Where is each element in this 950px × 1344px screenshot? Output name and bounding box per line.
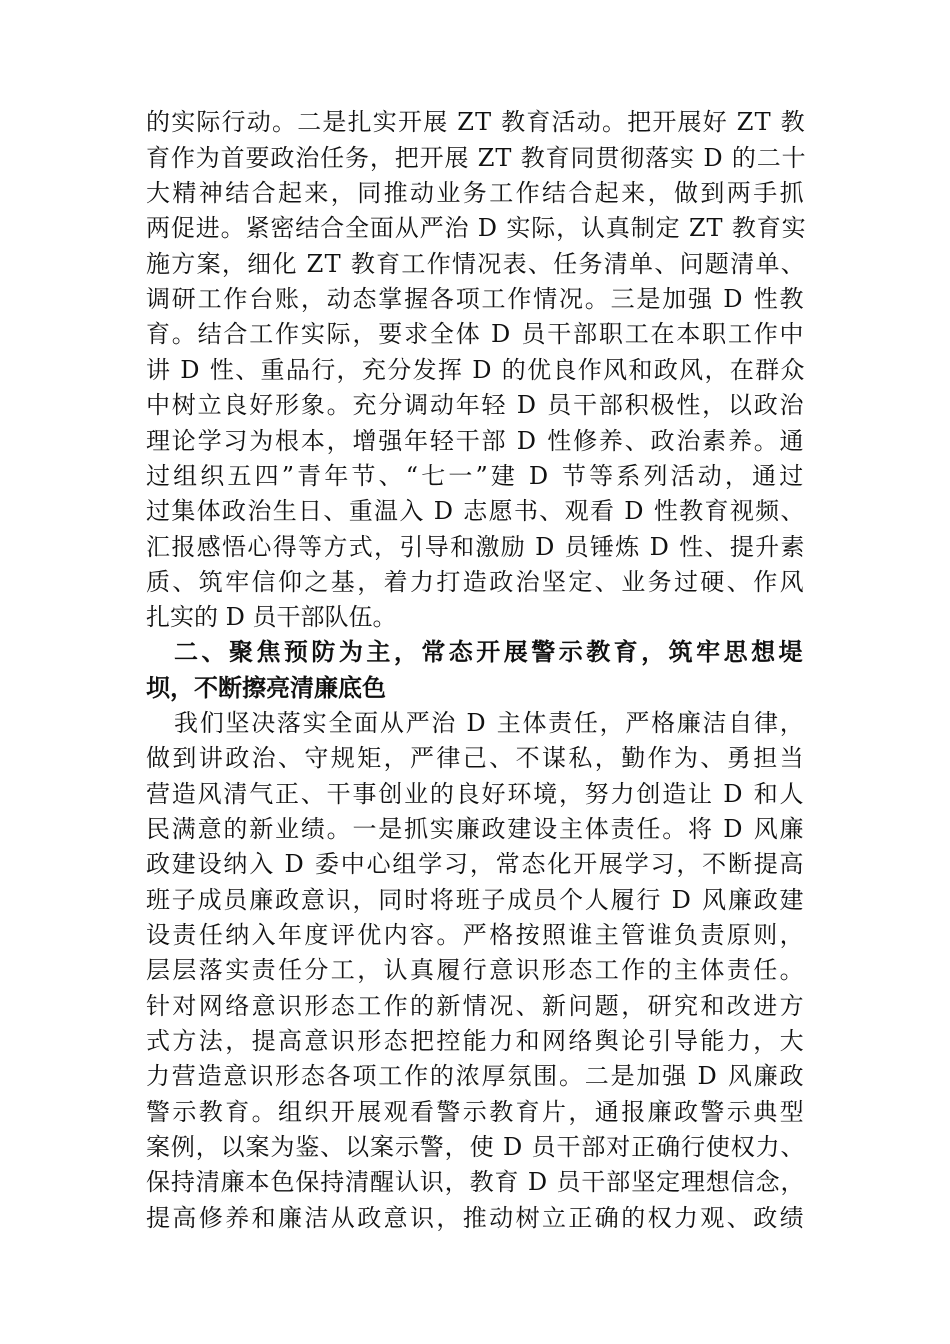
paragraph-line: 质、筑牢信仰之基，着力打造政治坚定、业务过硬、作风	[146, 568, 806, 596]
paragraph-line: 两促进。紧密结合全面从严治 D 实际，认真制定 ZT 教育实	[146, 214, 807, 242]
paragraph-line: 式方法，提高意识形态把控能力和网络舆论引导能力，大	[146, 1027, 806, 1055]
paragraph-line: 育作为首要政治任务，把开展 ZT 教育同贯彻落实 D 的二十	[146, 144, 807, 172]
section-heading-line: 坝，不断擦亮清廉底色	[146, 674, 386, 702]
paragraph-line: 做到讲政治、守规矩，严律己、不谋私，勤作为、勇担当	[146, 744, 806, 772]
paragraph-line: 汇报感悟心得等方式，引导和激励 D 员锤炼 D 性、提升素	[146, 533, 806, 561]
paragraph-line: 民满意的新业绩。一是抓实廉政建设主体责任。将 D 风廉	[146, 815, 806, 843]
section-heading-line: 二、聚焦预防为主，常态开展警示教育，筑牢思想堤	[174, 638, 807, 666]
paragraph-line: 案例，以案为鉴、以案示警，使 D 员干部对正确行使权力、	[146, 1133, 806, 1161]
paragraph-line: 的实际行动。二是扎实开展 ZT 教育活动。把开展好 ZT 教	[146, 108, 806, 136]
paragraph-line: 讲 D 性、重品行，充分发挥 D 的优良作风和政风，在群众	[146, 356, 806, 384]
paragraph-line: 层层落实责任分工，认真履行意识形态工作的主体责任。	[146, 956, 806, 984]
paragraph-line: 营造风清气正、干事创业的良好环境，努力创造让 D 和人	[146, 780, 806, 808]
paragraph-line: 班子成员廉政意识，同时将班子成员个人履行 D 风廉政建	[146, 886, 806, 914]
paragraph-line: 过集体政治生日、重温入 D 志愿书、观看 D 性教育视频、	[146, 497, 806, 525]
paragraph-line: 理论学习为根本，增强年轻干部 D 性修养、政治素养。通	[146, 427, 806, 455]
paragraph-line: 政建设纳入 D 委中心组学习，常态化开展学习，不断提高	[146, 850, 806, 878]
paragraph-line: 调研工作台账，动态掌握各项工作情况。三是加强 D 性教	[146, 285, 806, 313]
paragraph-line: 力营造意识形态各项工作的浓厚氛围。二是加强 D 风廉政	[146, 1062, 806, 1090]
paragraph-line: 针对网络意识形态工作的新情况、新问题，研究和改进方	[146, 992, 806, 1020]
paragraph-line: 育。结合工作实际，要求全体 D 员干部职工在本职工作中	[146, 320, 806, 348]
paragraph-line: 警示教育。组织开展观看警示教育片，通报廉政警示典型	[146, 1098, 806, 1126]
paragraph-line: 大精神结合起来，同推动业务工作结合起来，做到两手抓	[146, 179, 806, 207]
paragraph-line: 我们坚决落实全面从严治 D 主体责任，严格廉洁自律，	[174, 709, 806, 737]
paragraph-line: 设责任纳入年度评优内容。严格按照谁主管谁负责原则，	[146, 921, 806, 949]
paragraph-line: 保持清廉本色保持清醒认识，教育 D 员干部坚定理想信念，	[146, 1168, 806, 1196]
paragraph-line: 扎实的 D 员干部队伍。	[146, 603, 397, 631]
paragraph-line: 施方案，细化 ZT 教育工作情况表、任务清单、问题清单、	[146, 250, 807, 278]
paragraph-line: 提高修养和廉洁从政意识，推动树立正确的权力观、政绩	[146, 1204, 806, 1232]
paragraph-line: 中树立良好形象。充分调动年轻 D 员干部积极性，以政治	[146, 391, 806, 419]
paragraph-line: 过组织五四”青年节、“七一”建 D 节等系列活动，通过	[146, 462, 807, 490]
